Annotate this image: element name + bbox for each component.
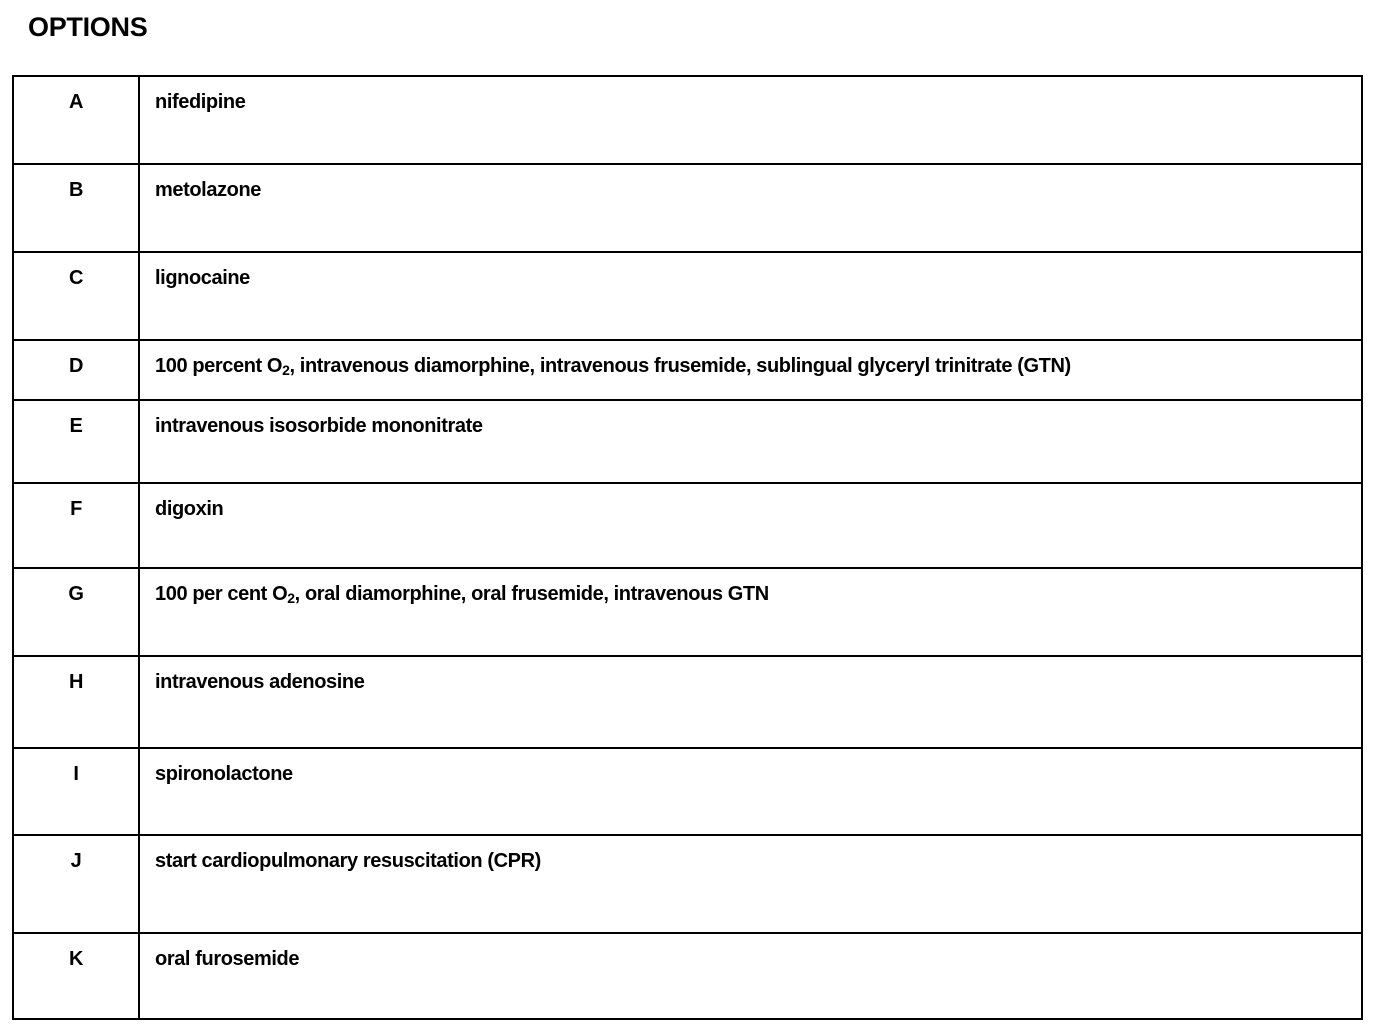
option-text-cell [139,568,1362,656]
option-text-cell [139,748,1362,835]
option-text: nifedipine [155,91,246,113]
option-letter-cell [13,933,139,1019]
subscript: 2 [282,362,290,378]
options-table [12,75,1363,1020]
option-letter-cell [13,400,139,483]
option-text: start cardiopulmonary resuscitation (CPR) [155,850,541,872]
option-letter: K [68,948,84,970]
option-text-cell [139,835,1362,933]
option-text-before: 100 percent O [155,355,283,377]
table-row [13,252,1362,340]
option-letter-cell [13,340,139,400]
option-text [140,341,1361,378]
table-row [13,568,1362,656]
option-letter-cell [13,568,139,656]
option-text-cell [139,483,1362,568]
option-letter-cell [13,748,139,835]
page-title: OPTIONS [28,12,148,42]
option-text-cell [139,340,1362,400]
option-text-cell [139,933,1362,1019]
option-letter-cell [13,656,139,748]
option-text [140,569,1361,606]
option-letter-cell [13,252,139,340]
option-text-cell [139,164,1362,252]
subscript: 2 [287,590,295,606]
option-text: oral furosemide [155,948,300,970]
option-letter: A [68,91,84,113]
option-text: spironolactone [155,763,293,785]
option-letter-cell [13,483,139,568]
option-letter-cell [13,835,139,933]
option-text: intravenous isosorbide mononitrate [155,415,483,437]
table-row [13,483,1362,568]
table-row [13,340,1362,400]
option-letter: J [70,850,82,872]
table-row [13,933,1362,1019]
option-letter-cell [13,76,139,164]
option-letter: D [68,355,84,377]
option-letter-cell [13,164,139,252]
option-text-after: , oral diamorphine, oral frusemide, intravenous GTN [294,583,769,605]
table-row [13,835,1362,933]
option-text: metolazone [155,179,262,201]
option-letter: F [70,498,82,520]
option-letter: E [69,415,83,437]
option-letter: C [68,267,84,289]
table-row [13,400,1362,483]
option-text: lignocaine [155,267,250,289]
table-row [13,76,1362,164]
option-text: digoxin [155,498,224,520]
option-text-cell [139,656,1362,748]
option-letter: G [68,583,84,605]
option-text-cell [139,400,1362,483]
table-row [13,164,1362,252]
option-letter: B [68,179,84,201]
option-text-cell [139,76,1362,164]
option-letter: H [68,671,84,693]
option-text-cell [139,252,1362,340]
table-row [13,748,1362,835]
option-text-before: 100 per cent O [155,583,288,605]
option-text: intravenous adenosine [155,671,365,693]
option-text-after: , intravenous diamorphine, intravenous frusemide, sublingual glyceryl trinitrate (GTN) [289,355,1071,377]
option-letter: I [73,763,79,785]
table-row [13,656,1362,748]
